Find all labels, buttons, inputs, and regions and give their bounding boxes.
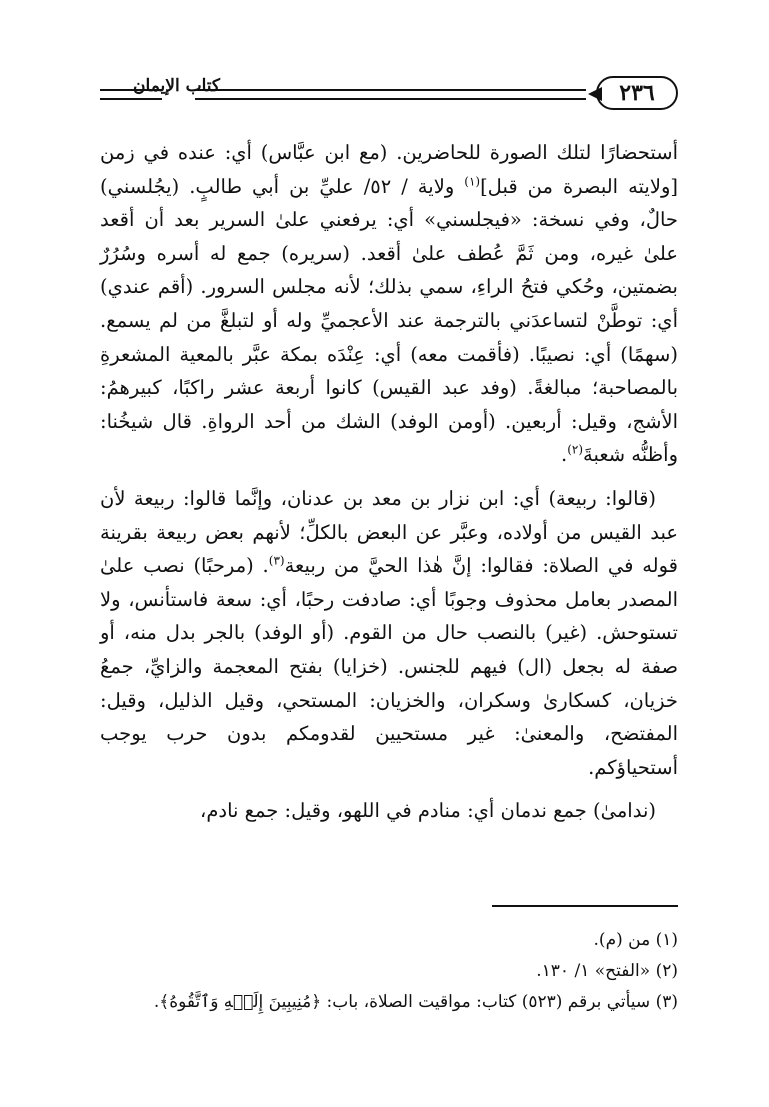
header-rule-long [195, 89, 586, 100]
paragraph-3 [100, 794, 678, 828]
page-number-badge-tail [588, 87, 602, 101]
footnote-ref-2: (٢) [567, 442, 584, 457]
footnote-3: (٣) سيأتي برقم (٥٢٣) كتاب: مواقيت الصلاة، باب: ﴿مُنِيبِينَ إِلَيۡهِ وَٱتَّقُوهُ﴾. [153, 992, 678, 1012]
footnote-ref-1: (١) [464, 174, 481, 189]
footnote-2: (٢) «الفتح» ١/ ١٣٠. [536, 961, 678, 981]
text-run: . (مرحبًا) نصب علىٰ المصدر بعامل محذوف وجوبًا أي: صادفت رحبًا، أي: سعة فاستأنس، ولا تستوحش. (غير) بالنصب حال من القوم. (أو الوفد) بالجر بدل منه، أو صفة له بجعل (ال) فيهم للجنس. (خزايا) بفتح المعجمة والزايِّ، جمعُ خزيان، كسكارىٰ وسكران، والخزيان: المستحي، وقيل الذليل، وقيل: المفتضح، والمعنىٰ: غير مستحيين لقدومكم بدون حرب يوجب أستحياؤكم. [100, 554, 678, 779]
footnote-separator [492, 905, 678, 907]
page-number-badge [596, 76, 678, 110]
paragraph-1 [100, 136, 678, 472]
commentary-body [100, 136, 678, 828]
footnote-ref-3: (٣) [268, 553, 285, 568]
footnote-1: (١) من (م). [593, 930, 678, 950]
page-header [100, 74, 678, 116]
text-run: (قالوا: ربيعة) أي: ابن نزار بن معد بن عدنان، وإنَّما قالوا: ربيعة لأن عبد القيس من أولاده، وعبَّر عن البعض بالكلِّ؛ لأنهم بعض ربيعة بقرينة قوله في الصلاة: فقالوا: إنَّ هٰذا الحيَّ من ربيعة [100, 486, 678, 578]
footnotes [100, 925, 678, 1018]
text-run: (ندامىٰ) جمع ندمان أي: منادم في اللهو، وقيل: جمع نادم، [200, 799, 656, 823]
header-rule-short [100, 89, 162, 100]
text-run: أستحضارًا لتلك الصورة للحاضرين. (مع ابن عبَّاس) أي: عنده في زمن [ولايته البصرة من قبل] [100, 141, 679, 198]
paragraph-2 [100, 482, 678, 784]
text-run: . [560, 443, 568, 467]
running-title: كتاب الإيمان [133, 76, 220, 96]
text-run: ولاية / ٥٢/ عليِّ بن أبي طالبٍ. (يجُلسني) حالٌ، وفي نسخة: «فيجلسني» أي: يرفعني علىٰ السرير بعد أن أقعد علىٰ غيره، ومن ثَمَّ عُطف علىٰ أقعد. (سريره) جمع له أسره وسُرُرٌ بضمتين، وحُكي فتحُ الراءِ، سمي بذلك؛ لأنه مجلس السرور. (أقم عندي) أي: توطَّنْ لتساعدَني بالترجمة عند الأعجميِّ وله أو لتبلغَّ من لم يسمع. (سهمًا) أي: نصيبًا. (فأقمت معه) أي: عِنْدَه بمكة عبَّر بالمعية المشعرةِ بالمصاحبة؛ مبالغةً. (وفد عبد القيس) كانوا أربعة عشر راكبًا، كبيرهمُ: الأشج، وقيل: أربعين. (أومن الوفد) الشك من أحد الرواةِ. قال شيخُنا: وأظنُّه شعبةَ [100, 174, 678, 467]
page-number: ٢٣٦ [619, 80, 655, 106]
